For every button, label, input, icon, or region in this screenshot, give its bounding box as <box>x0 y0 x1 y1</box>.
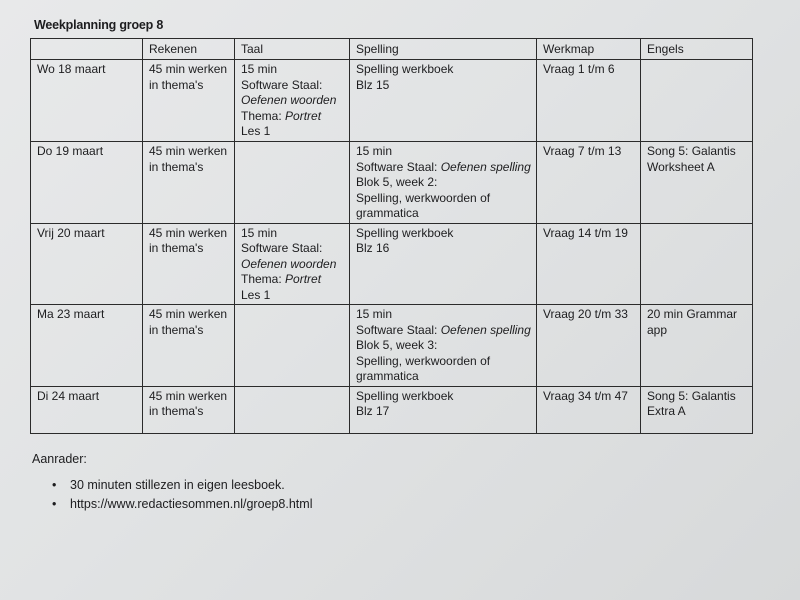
bullet-icon: • <box>52 497 57 511</box>
header-taal: Taal <box>235 39 350 60</box>
engels-cell <box>641 223 753 305</box>
table-row <box>31 142 753 224</box>
spelling-cell: Spelling werkboek Blz 17 <box>350 386 537 433</box>
rekenen-cell: 45 min werken in thema's <box>143 60 235 142</box>
taal-cell <box>235 142 350 224</box>
werkmap-cell: Vraag 7 t/m 13 <box>537 142 641 224</box>
day-cell: Do 19 maart <box>31 142 143 224</box>
list-item <box>48 476 312 495</box>
day-cell: Ma 23 maart <box>31 305 143 387</box>
bullet-icon: • <box>52 478 57 492</box>
header-engels: Engels <box>641 39 753 60</box>
day-cell: Vrij 20 maart <box>31 223 143 305</box>
advice-item-text: 30 minuten stillezen in eigen leesboek. <box>70 478 285 492</box>
day-cell: Wo 18 maart <box>31 60 143 142</box>
spelling-cell: Spelling werkboek Blz 16 <box>350 223 537 305</box>
taal-cell: 15 min Software Staal: Oefenen woorden Thema: Portret Les 1 <box>235 223 350 305</box>
header-day <box>31 39 143 60</box>
engels-cell <box>641 60 753 142</box>
table-row <box>31 305 753 387</box>
advice-link[interactable]: https://www.redactiesommen.nl/groep8.html <box>70 497 313 511</box>
page-title: Weekplanning groep 8 <box>34 18 164 32</box>
engels-cell: Song 5: Galantis Worksheet A <box>641 142 753 224</box>
werkmap-cell: Vraag 34 t/m 47 <box>537 386 641 433</box>
werkmap-cell: Vraag 14 t/m 19 <box>537 223 641 305</box>
rekenen-cell: 45 min werken in thema's <box>143 142 235 224</box>
taal-cell <box>235 386 350 433</box>
rekenen-cell: 45 min werken in thema's <box>143 223 235 305</box>
taal-cell <box>235 305 350 387</box>
taal-cell: 15 min Software Staal: Oefenen woorden Thema: Portret Les 1 <box>235 60 350 142</box>
spelling-cell: 15 min Software Staal: Oefenen spelling Blok 5, week 3: Spelling, werkwoorden of grammatica <box>350 305 537 387</box>
spelling-cell: 15 min Software Staal: Oefenen spelling Blok 5, week 2: Spelling, werkwoorden of grammatica <box>350 142 537 224</box>
list-item <box>48 495 312 514</box>
header-rekenen: Rekenen <box>143 39 235 60</box>
table-row <box>31 223 753 305</box>
day-cell: Di 24 maart <box>31 386 143 433</box>
engels-cell: 20 min Grammar app <box>641 305 753 387</box>
werkmap-cell: Vraag 20 t/m 33 <box>537 305 641 387</box>
advice-list <box>48 476 312 514</box>
rekenen-cell: 45 min werken in thema's <box>143 386 235 433</box>
table-header-row <box>31 39 753 60</box>
header-spelling: Spelling <box>350 39 537 60</box>
advice-heading: Aanrader: <box>32 452 87 466</box>
spelling-cell: Spelling werkboek Blz 15 <box>350 60 537 142</box>
header-werkmap: Werkmap <box>537 39 641 60</box>
week-schedule-table <box>30 38 753 434</box>
werkmap-cell: Vraag 1 t/m 6 <box>537 60 641 142</box>
engels-cell: Song 5: Galantis Extra A <box>641 386 753 433</box>
table-row <box>31 386 753 433</box>
rekenen-cell: 45 min werken in thema's <box>143 305 235 387</box>
table-row <box>31 60 753 142</box>
